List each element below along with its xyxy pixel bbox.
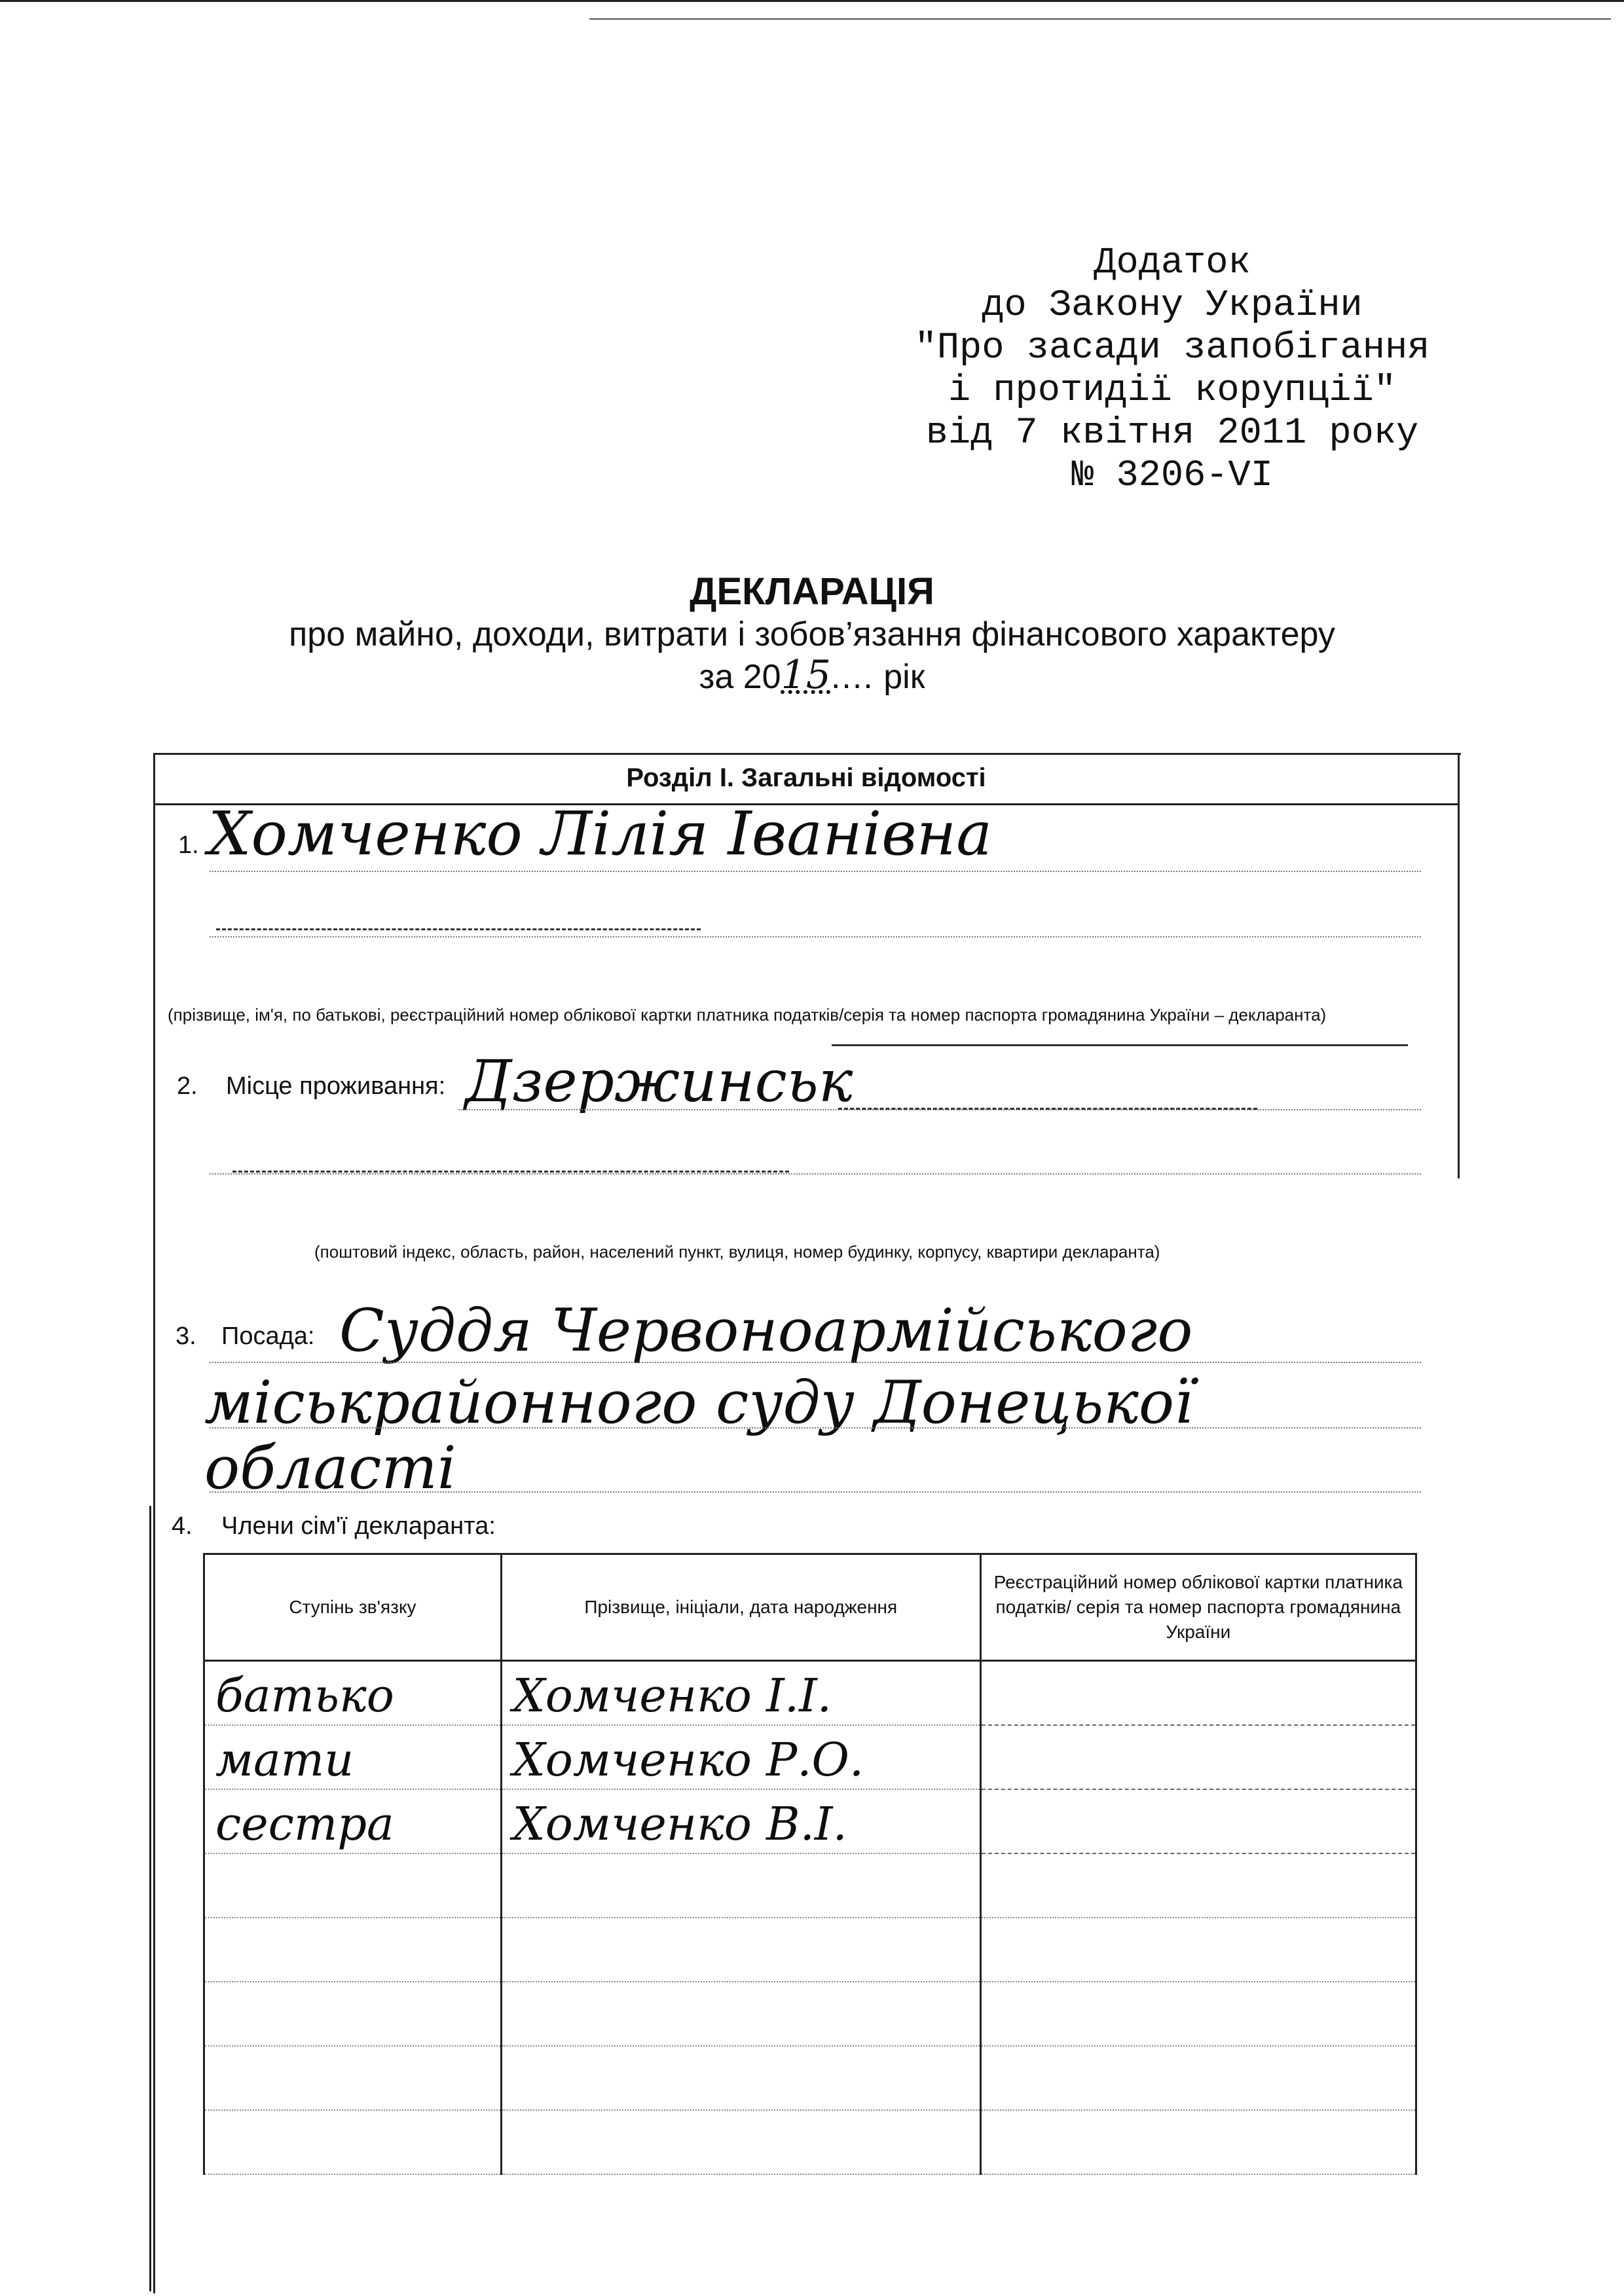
item1-line-2 xyxy=(210,936,1421,938)
section-header: Розділ І. Загальні відомості xyxy=(153,753,1459,805)
row2-name: Хомченко Р.О. xyxy=(512,1733,864,1787)
row2-registration xyxy=(980,1725,1416,1789)
row1-registration xyxy=(980,1661,1416,1726)
row2-relation: мати xyxy=(215,1733,354,1787)
section-frame-right xyxy=(1458,753,1460,1178)
table-row xyxy=(204,1982,1416,2046)
item4-label: Члени сім'ї декларанта: xyxy=(221,1512,496,1540)
item2-number: 2. xyxy=(177,1072,198,1100)
table-row xyxy=(204,2046,1416,2110)
appendix-line-6: № 3206-VI xyxy=(1071,455,1273,497)
year-prefix: за 20 xyxy=(699,658,781,696)
item3-number: 3. xyxy=(175,1322,196,1350)
table-row xyxy=(204,1661,1416,1726)
item2-line-2 xyxy=(210,1173,1421,1175)
table-row xyxy=(204,2110,1416,2174)
table-row xyxy=(204,1789,1416,1853)
item2-place-handwritten: Дзержинськ xyxy=(465,1048,853,1115)
appendix-line-4: і протидії корупції" xyxy=(948,370,1397,412)
appendix-line-3: "Про засади запобігання xyxy=(914,327,1430,369)
family-members-table xyxy=(203,1553,1417,2175)
scan-left-line xyxy=(149,1506,151,2291)
item3-position-line3: області xyxy=(204,1434,456,1503)
item2-strike-line-1 xyxy=(838,1108,1257,1110)
header-relation: Ступінь зв'язку xyxy=(204,1554,502,1661)
item3-line-2 xyxy=(210,1427,1421,1429)
row3-registration xyxy=(980,1789,1416,1853)
item2-caption: (поштовий індекс, область, район, населений пункт, вулиця, номер будинку, корпусу, квартири декларанта) xyxy=(314,1242,1160,1262)
row1-relation: батько xyxy=(215,1669,394,1722)
year-suffix: рік xyxy=(883,658,925,696)
table-row xyxy=(204,1853,1416,1918)
document-subtitle: про майно, доходи, витрати і зобов’язання фінансового характеру xyxy=(289,615,1335,653)
year-line: за 2015.... рік xyxy=(699,652,925,698)
year-value: 15 xyxy=(781,652,831,698)
item4-number: 4. xyxy=(172,1512,193,1540)
table-row xyxy=(204,1918,1416,1982)
scan-top-line xyxy=(589,18,1611,20)
appendix-line-2: до Закону України xyxy=(982,285,1363,327)
item2-strike-line-2 xyxy=(232,1171,789,1173)
row3-name: Хомченко В.І. xyxy=(512,1797,847,1851)
appendix-line-1: Додаток xyxy=(1094,242,1251,284)
document-title: ДЕКЛАРАЦІЯ xyxy=(690,570,934,613)
item1-strike-line xyxy=(216,928,701,930)
row1-name: Хомченко І.І. xyxy=(512,1669,832,1722)
item1-line-1 xyxy=(210,871,1421,872)
item3-line-3 xyxy=(210,1491,1421,1493)
item3-label: Посада: xyxy=(221,1322,315,1350)
item3-position-line2: міськрайонного суду Донецької xyxy=(204,1368,1193,1437)
item1-name-handwritten: Хомченко Лілія Іванівна xyxy=(208,799,993,869)
item1-caption: (прізвище, ім'я, по батькові, реєстраційний номер облікової картки платника податків/серія та номер паспорта громадянина України – декларанта) xyxy=(168,1005,1327,1025)
appendix-line-5: від 7 квітня 2011 року xyxy=(925,412,1419,454)
item3-position-line1: Суддя Червоноармійського xyxy=(339,1296,1193,1365)
scan-top-edge xyxy=(0,0,1624,9)
item3-line-1 xyxy=(210,1362,1421,1363)
appendix-block xyxy=(864,242,1480,498)
item1-caption-underline xyxy=(832,1044,1408,1046)
header-name: Прізвище, ініціали, дата народження xyxy=(501,1554,980,1661)
table-row xyxy=(204,1725,1416,1789)
item2-label: Місце проживання: xyxy=(226,1072,446,1100)
row3-relation: сестра xyxy=(215,1797,394,1851)
item1-number: 1. xyxy=(178,831,199,859)
header-registration: Реєстраційний номер облікової картки платника податків/ серія та номер паспорта громадянина України xyxy=(980,1554,1416,1661)
family-table-header-row xyxy=(204,1554,1416,1661)
title-block xyxy=(0,570,1624,697)
